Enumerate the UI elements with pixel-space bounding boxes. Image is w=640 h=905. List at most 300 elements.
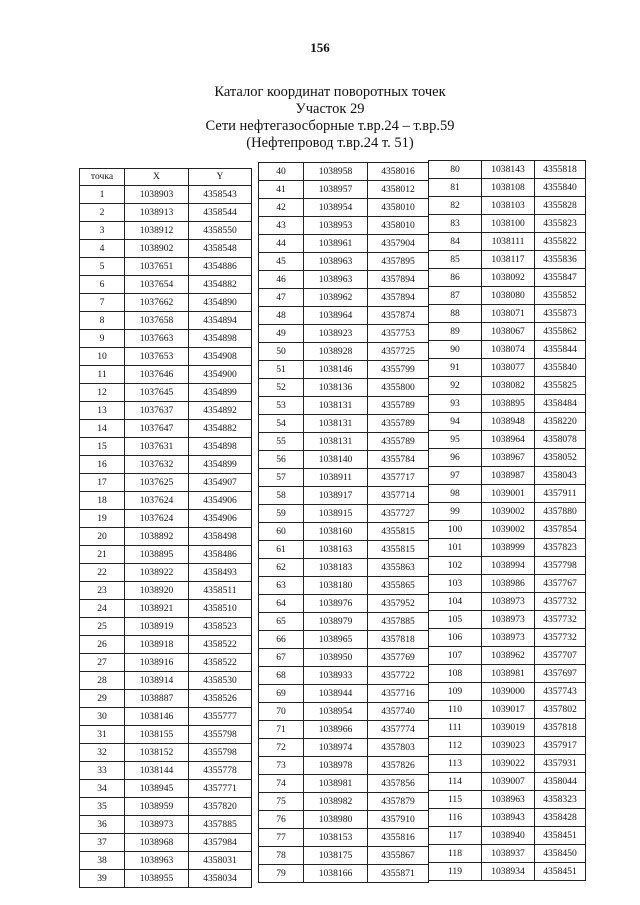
cell-x: 1038166 — [304, 865, 368, 883]
cell-y: 4355815 — [368, 523, 429, 541]
cell-point: 105 — [429, 611, 482, 629]
coordinates-table-3 — [428, 160, 586, 881]
cell-x: 1037646 — [125, 366, 189, 384]
cell-y: 4354899 — [189, 384, 252, 402]
cell-x: 1037637 — [125, 402, 189, 420]
cell-point: 6 — [80, 276, 125, 294]
table-row — [429, 773, 586, 791]
cell-y: 4358486 — [189, 546, 252, 564]
table-row — [80, 726, 252, 744]
cell-point: 3 — [80, 222, 125, 240]
cell-y: 4357894 — [368, 289, 429, 307]
table-row — [429, 683, 586, 701]
cell-point: 18 — [80, 492, 125, 510]
cell-y: 4355784 — [368, 451, 429, 469]
header-point: точка — [80, 169, 125, 186]
title-line-1: Каталог координат поворотных точек — [214, 84, 446, 100]
table-row — [429, 809, 586, 827]
table-row — [429, 557, 586, 575]
cell-x: 1038077 — [482, 359, 535, 377]
cell-x: 1039017 — [482, 701, 535, 719]
cell-y: 4357802 — [535, 701, 586, 719]
cell-x: 1038146 — [125, 708, 189, 726]
table-header-row — [80, 169, 252, 186]
cell-x: 1038973 — [125, 816, 189, 834]
table-row — [259, 631, 429, 649]
cell-y: 4354886 — [189, 258, 252, 276]
cell-y: 4355799 — [368, 361, 429, 379]
cell-y: 4357885 — [189, 816, 252, 834]
cell-y: 4354892 — [189, 402, 252, 420]
table-2-body — [259, 163, 429, 883]
cell-y: 4354898 — [189, 438, 252, 456]
cell-point: 45 — [259, 253, 304, 271]
cell-y: 4357716 — [368, 685, 429, 703]
table-row — [259, 721, 429, 739]
table-row — [259, 343, 429, 361]
cell-x: 1037645 — [125, 384, 189, 402]
cell-x: 1039019 — [482, 719, 535, 737]
table-row — [429, 503, 586, 521]
cell-y: 4354894 — [189, 312, 252, 330]
cell-x: 1038922 — [125, 564, 189, 582]
cell-y: 4354882 — [189, 276, 252, 294]
table-row — [259, 685, 429, 703]
cell-y: 4357803 — [368, 739, 429, 757]
cell-y: 4354898 — [189, 330, 252, 348]
table-row — [80, 618, 252, 636]
cell-y: 4358323 — [535, 791, 586, 809]
cell-point: 55 — [259, 433, 304, 451]
table-row — [80, 870, 252, 888]
cell-point: 117 — [429, 827, 482, 845]
cell-y: 4358484 — [535, 395, 586, 413]
table-row — [429, 863, 586, 881]
cell-x: 1038964 — [304, 307, 368, 325]
cell-x: 1038957 — [304, 181, 368, 199]
cell-point: 116 — [429, 809, 482, 827]
cell-point: 33 — [80, 762, 125, 780]
table-row — [259, 793, 429, 811]
cell-x: 1038994 — [482, 557, 535, 575]
cell-point: 89 — [429, 323, 482, 341]
cell-point: 104 — [429, 593, 482, 611]
cell-point: 59 — [259, 505, 304, 523]
table-row — [429, 593, 586, 611]
table-row — [259, 649, 429, 667]
cell-point: 97 — [429, 467, 482, 485]
cell-x: 1038950 — [304, 649, 368, 667]
table-row — [259, 847, 429, 865]
cell-y: 4357771 — [189, 780, 252, 798]
cell-y: 4358550 — [189, 222, 252, 240]
cell-point: 73 — [259, 757, 304, 775]
cell-y: 4357917 — [535, 737, 586, 755]
cell-x: 1038981 — [304, 775, 368, 793]
cell-point: 98 — [429, 485, 482, 503]
cell-point: 106 — [429, 629, 482, 647]
cell-y: 4358523 — [189, 618, 252, 636]
cell-y: 4357895 — [368, 253, 429, 271]
cell-y: 4357874 — [368, 307, 429, 325]
table-row — [80, 438, 252, 456]
table-row — [259, 397, 429, 415]
cell-x: 1038887 — [125, 690, 189, 708]
cell-y: 4354907 — [189, 474, 252, 492]
cell-point: 93 — [429, 395, 482, 413]
table-row — [259, 217, 429, 235]
cell-point: 119 — [429, 863, 482, 881]
cell-point: 62 — [259, 559, 304, 577]
table-row — [429, 665, 586, 683]
cell-x: 1038140 — [304, 451, 368, 469]
table-row — [259, 775, 429, 793]
table-row — [259, 469, 429, 487]
cell-y: 4357894 — [368, 271, 429, 289]
cell-x: 1038902 — [125, 240, 189, 258]
cell-point: 29 — [80, 690, 125, 708]
cell-x: 1038917 — [304, 487, 368, 505]
table-row — [429, 647, 586, 665]
cell-y: 4358043 — [535, 467, 586, 485]
table-row — [80, 852, 252, 870]
cell-point: 74 — [259, 775, 304, 793]
cell-x: 1038919 — [125, 618, 189, 636]
cell-point: 75 — [259, 793, 304, 811]
cell-x: 1038144 — [125, 762, 189, 780]
cell-point: 71 — [259, 721, 304, 739]
cell-point: 82 — [429, 197, 482, 215]
cell-x: 1037647 — [125, 420, 189, 438]
table-row — [429, 539, 586, 557]
cell-point: 13 — [80, 402, 125, 420]
table-row — [80, 582, 252, 600]
table-row — [259, 523, 429, 541]
cell-y: 4355873 — [535, 305, 586, 323]
cell-x: 1038928 — [304, 343, 368, 361]
table-row — [429, 413, 586, 431]
cell-x: 1038963 — [482, 791, 535, 809]
cell-point: 38 — [80, 852, 125, 870]
table-row — [80, 834, 252, 852]
cell-y: 4355800 — [368, 379, 429, 397]
table-row — [429, 305, 586, 323]
table-row — [429, 737, 586, 755]
cell-point: 99 — [429, 503, 482, 521]
cell-y: 4357856 — [368, 775, 429, 793]
cell-x: 1038967 — [482, 449, 535, 467]
table-row — [429, 791, 586, 809]
cell-y: 4358034 — [189, 870, 252, 888]
cell-point: 32 — [80, 744, 125, 762]
cell-x: 1038895 — [125, 546, 189, 564]
cell-point: 16 — [80, 456, 125, 474]
table-row — [429, 377, 586, 395]
cell-x: 1038912 — [125, 222, 189, 240]
table-row — [80, 420, 252, 438]
table-row — [429, 521, 586, 539]
table-row — [429, 701, 586, 719]
table-row — [429, 431, 586, 449]
cell-y: 4355840 — [535, 359, 586, 377]
table-row — [429, 611, 586, 629]
cell-y: 4355867 — [368, 847, 429, 865]
cell-point: 23 — [80, 582, 125, 600]
table-row — [259, 757, 429, 775]
table-row — [80, 222, 252, 240]
cell-y: 4354900 — [189, 366, 252, 384]
cell-x: 1038961 — [304, 235, 368, 253]
table-row — [80, 690, 252, 708]
cell-y: 4357767 — [535, 575, 586, 593]
cell-x: 1038155 — [125, 726, 189, 744]
table-1-body — [80, 186, 252, 888]
cell-y: 4358010 — [368, 217, 429, 235]
cell-x: 1038986 — [482, 575, 535, 593]
cell-point: 113 — [429, 755, 482, 773]
cell-y: 4357885 — [368, 613, 429, 631]
cell-x: 1037625 — [125, 474, 189, 492]
cell-point: 118 — [429, 845, 482, 863]
cell-point: 100 — [429, 521, 482, 539]
cell-x: 1039000 — [482, 683, 535, 701]
cell-x: 1037632 — [125, 456, 189, 474]
table-row — [259, 811, 429, 829]
cell-y: 4355847 — [535, 269, 586, 287]
cell-point: 101 — [429, 539, 482, 557]
cell-y: 4358498 — [189, 528, 252, 546]
cell-x: 1038136 — [304, 379, 368, 397]
cell-point: 111 — [429, 719, 482, 737]
table-row — [80, 780, 252, 798]
cell-x: 1038117 — [482, 251, 535, 269]
table-row — [80, 546, 252, 564]
cell-point: 19 — [80, 510, 125, 528]
cell-y: 4358511 — [189, 582, 252, 600]
cell-y: 4358012 — [368, 181, 429, 199]
cell-x: 1038131 — [304, 433, 368, 451]
table-row — [80, 762, 252, 780]
cell-x: 1038945 — [125, 780, 189, 798]
table-row — [259, 379, 429, 397]
cell-y: 4357769 — [368, 649, 429, 667]
table-row — [259, 163, 429, 181]
table-row — [429, 323, 586, 341]
cell-x: 1038175 — [304, 847, 368, 865]
cell-point: 15 — [80, 438, 125, 456]
table-row — [80, 276, 252, 294]
cell-point: 51 — [259, 361, 304, 379]
cell-x: 1037624 — [125, 510, 189, 528]
cell-y: 4355836 — [535, 251, 586, 269]
cell-point: 26 — [80, 636, 125, 654]
cell-x: 1038915 — [304, 505, 368, 523]
table-row — [80, 600, 252, 618]
cell-y: 4355844 — [535, 341, 586, 359]
cell-y: 4355777 — [189, 708, 252, 726]
title-line-3: Сети нефтегазосборные т.вр.24 – т.вр.59 — [205, 118, 455, 134]
cell-y: 4357740 — [368, 703, 429, 721]
cell-point: 91 — [429, 359, 482, 377]
cell-point: 20 — [80, 528, 125, 546]
table-row — [429, 197, 586, 215]
cell-x: 1038934 — [482, 863, 535, 881]
table-row — [259, 433, 429, 451]
cell-x: 1038080 — [482, 287, 535, 305]
cell-point: 78 — [259, 847, 304, 865]
cell-x: 1038913 — [125, 204, 189, 222]
cell-y: 4355840 — [535, 179, 586, 197]
cell-x: 1038963 — [304, 271, 368, 289]
cell-y: 4357880 — [535, 503, 586, 521]
table-row — [80, 744, 252, 762]
coordinates-table-1 — [79, 168, 252, 888]
table-row — [80, 456, 252, 474]
cell-point: 94 — [429, 413, 482, 431]
cell-y: 4357707 — [535, 647, 586, 665]
cell-y: 4357722 — [368, 667, 429, 685]
cell-x: 1038968 — [125, 834, 189, 852]
cell-y: 4355862 — [535, 323, 586, 341]
cell-point: 8 — [80, 312, 125, 330]
cell-x: 1038180 — [304, 577, 368, 595]
cell-y: 4357910 — [368, 811, 429, 829]
table-row — [259, 559, 429, 577]
title-line-4: (Нефтепровод т.вр.24 т. 51) — [246, 135, 414, 151]
cell-point: 56 — [259, 451, 304, 469]
cell-x: 1038933 — [304, 667, 368, 685]
cell-x: 1038092 — [482, 269, 535, 287]
cell-y: 4355789 — [368, 415, 429, 433]
table-row — [259, 271, 429, 289]
cell-point: 114 — [429, 773, 482, 791]
cell-point: 41 — [259, 181, 304, 199]
header-y: Y — [189, 169, 252, 186]
cell-y: 4355778 — [189, 762, 252, 780]
cell-y: 4357732 — [535, 593, 586, 611]
cell-y: 4358522 — [189, 636, 252, 654]
cell-point: 9 — [80, 330, 125, 348]
cell-x: 1038965 — [304, 631, 368, 649]
cell-y: 4358078 — [535, 431, 586, 449]
cell-point: 50 — [259, 343, 304, 361]
cell-point: 44 — [259, 235, 304, 253]
cell-point: 108 — [429, 665, 482, 683]
cell-point: 7 — [80, 294, 125, 312]
cell-y: 4358544 — [189, 204, 252, 222]
cell-x: 1037653 — [125, 348, 189, 366]
cell-x: 1038982 — [304, 793, 368, 811]
table-row — [80, 186, 252, 204]
cell-y: 4358016 — [368, 163, 429, 181]
cell-point: 87 — [429, 287, 482, 305]
cell-x: 1038914 — [125, 672, 189, 690]
cell-point: 68 — [259, 667, 304, 685]
cell-x: 1038958 — [304, 163, 368, 181]
cell-y: 4355871 — [368, 865, 429, 883]
cell-y: 4357854 — [535, 521, 586, 539]
cell-point: 85 — [429, 251, 482, 269]
cell-point: 47 — [259, 289, 304, 307]
table-row — [80, 258, 252, 276]
cell-y: 4355865 — [368, 577, 429, 595]
cell-point: 88 — [429, 305, 482, 323]
table-row — [259, 289, 429, 307]
cell-y: 4358450 — [535, 845, 586, 863]
cell-point: 39 — [80, 870, 125, 888]
header-x: X — [125, 169, 189, 186]
cell-y: 4358451 — [535, 863, 586, 881]
cell-x: 1038987 — [482, 467, 535, 485]
table-row — [80, 366, 252, 384]
cell-x: 1038067 — [482, 323, 535, 341]
cell-point: 34 — [80, 780, 125, 798]
cell-point: 115 — [429, 791, 482, 809]
cell-point: 2 — [80, 204, 125, 222]
table-row — [429, 575, 586, 593]
table-row — [80, 204, 252, 222]
cell-point: 46 — [259, 271, 304, 289]
table-row — [429, 827, 586, 845]
cell-point: 60 — [259, 523, 304, 541]
cell-point: 84 — [429, 233, 482, 251]
cell-point: 86 — [429, 269, 482, 287]
cell-x: 1038954 — [304, 199, 368, 217]
cell-y: 4357714 — [368, 487, 429, 505]
cell-x: 1039002 — [482, 503, 535, 521]
cell-y: 4358031 — [189, 852, 252, 870]
cell-y: 4355789 — [368, 433, 429, 451]
cell-point: 72 — [259, 739, 304, 757]
table-row — [259, 487, 429, 505]
cell-x: 1037654 — [125, 276, 189, 294]
cell-x: 1037662 — [125, 294, 189, 312]
cell-x: 1038082 — [482, 377, 535, 395]
table-row — [259, 505, 429, 523]
cell-y: 4357952 — [368, 595, 429, 613]
cell-x: 1038911 — [304, 469, 368, 487]
cell-y: 4358493 — [189, 564, 252, 582]
cell-x: 1038071 — [482, 305, 535, 323]
cell-x: 1038903 — [125, 186, 189, 204]
cell-point: 110 — [429, 701, 482, 719]
cell-y: 4357820 — [189, 798, 252, 816]
cell-point: 40 — [259, 163, 304, 181]
cell-x: 1038979 — [304, 613, 368, 631]
cell-y: 4358510 — [189, 600, 252, 618]
cell-x: 1038160 — [304, 523, 368, 541]
cell-y: 4358010 — [368, 199, 429, 217]
cell-point: 48 — [259, 307, 304, 325]
cell-x: 1038963 — [125, 852, 189, 870]
cell-x: 1037658 — [125, 312, 189, 330]
cell-x: 1039023 — [482, 737, 535, 755]
cell-x: 1038974 — [304, 739, 368, 757]
cell-y: 4354882 — [189, 420, 252, 438]
cell-x: 1038948 — [482, 413, 535, 431]
cell-point: 53 — [259, 397, 304, 415]
cell-x: 1038108 — [482, 179, 535, 197]
table-row — [80, 708, 252, 726]
table-row — [80, 654, 252, 672]
cell-x: 1038103 — [482, 197, 535, 215]
cell-point: 17 — [80, 474, 125, 492]
cell-x: 1038959 — [125, 798, 189, 816]
cell-point: 66 — [259, 631, 304, 649]
cell-y: 4357911 — [535, 485, 586, 503]
cell-y: 4354906 — [189, 492, 252, 510]
cell-point: 90 — [429, 341, 482, 359]
